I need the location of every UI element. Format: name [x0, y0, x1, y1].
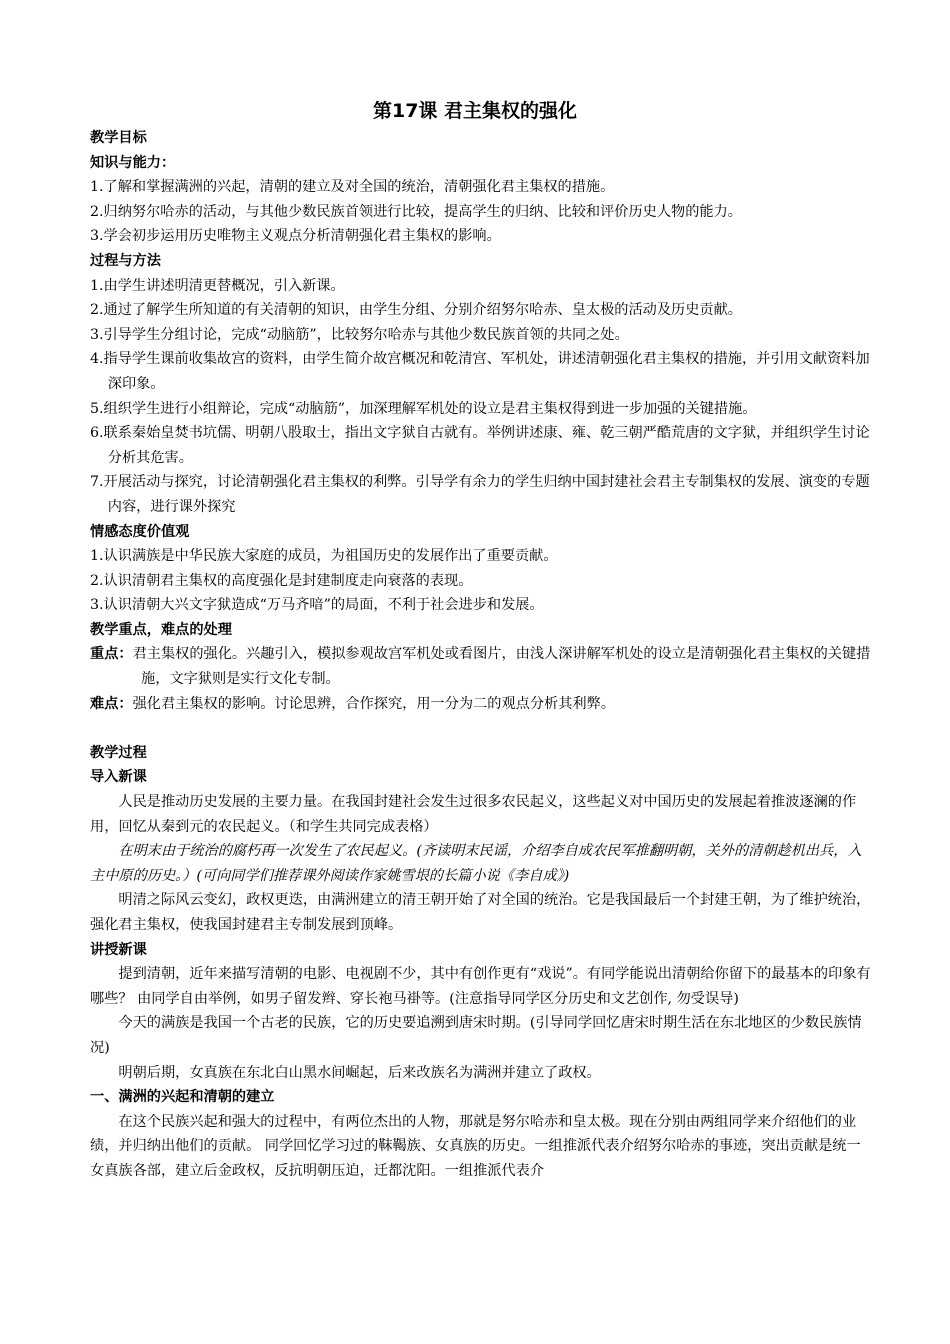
process-item: 2.通过了解学生所知道的有关清朝的知识，由学生分组、分别介绍努尔哈赤、皇太极的活动及历史贡献。	[90, 302, 742, 319]
knowledge-item: 2.归纳努尔哈赤的活动，与其他少数民族首领进行比较，提高学生的归纳、比较和评价历史人物的能力。	[90, 203, 742, 220]
values-item: 1.认识满族是中华民族大家庭的成员，为祖国历史的发展作出了重要贡献。	[90, 548, 558, 565]
focus-label: 重点：	[90, 646, 133, 663]
process-item: 1.由学生讲述明清更替概况，引入新课。	[90, 277, 345, 294]
process-item: 6.联系秦始皇焚书坑儒、明朝八股取士，指出文字狱自古就有。举例讲述康、雍、乾三朝严酷荒唐的文字狱，并组织学生讨论分析其危害。	[90, 425, 870, 466]
spacer	[90, 716, 872, 741]
values-item: 2.认识清朝君主集权的高度强化是封建制度走向衰落的表现。	[90, 572, 473, 589]
intro-paragraph: 明清之际风云变幻，政权更迭，由满洲建立的清王朝开始了对全国的统治。它是我国最后一个封建王朝，为了维护统治，强化君主集权，使我国封建君主专制发展到顶峰。	[90, 892, 871, 933]
lesson-process-heading: 教学过程	[90, 744, 147, 761]
knowledge-item: 3.学会初步运用历史唯物主义观点分析清朝强化君主集权的影响。	[90, 228, 501, 245]
page-title: 第17课 君主集权的强化	[372, 100, 578, 122]
difficulty-paragraph	[90, 692, 872, 717]
intro-paragraph: 人民是推动历史发展的主要力量。在我国封建社会发生过很多农民起义，这些起义对中国历史的发展起着推波逐澜的作用，回忆从秦到元的农民起义。（和学生共同完成表格）	[90, 794, 857, 835]
process-item: 4.指导学生课前收集故宫的资料，由学生简介故宫概况和乾清宫、军机处，讲述清朝强化君主集权的措施，并引用文献资料加深印象。	[90, 351, 870, 392]
document-body	[90, 126, 872, 1184]
difficulty-text: 强化君主集权的影响。讨论思辨，合作探究，用一分为二的观点分析其利弊。	[132, 695, 615, 712]
process-item: 5.组织学生进行小组辩论，完成“动脑筋”，加深理解军机处的设立是君主集权得到进一步加强的关键措施。	[90, 400, 757, 417]
teach-paragraph: 提到清朝，近年来描写清朝的电影、电视剧不少，其中有创作更有“戏说”。有同学能说出清朝给你留下的最基本的印象有哪些？ 由同学自由举例，如男子留发辫、穿长袍马褂等。(注意指导同学区分历史和文艺创作, 勿受误导)	[90, 966, 871, 1007]
key-points-heading: 教学重点，难点的处理	[90, 621, 232, 638]
section1-paragraph: 在这个民族兴起和强大的过程中，有两位杰出的人物，那就是努尔哈赤和皇太极。现在分别由两组同学来介绍他们的业绩，并归纳出他们的贡献。 同学回忆学习过的靺鞨族、女真族的历史。一组推派代表介绍努尔哈赤的事迹，突出贡献是统一女真族各部，建立后金政权，反抗明朝压迫，迁都沈阳。一组推派代表介	[90, 1113, 861, 1179]
knowledge-item: 1.了解和掌握满洲的兴起，清朝的建立及对全国的统治，清朝强化君主集权的措施。	[90, 179, 615, 196]
teach-paragraph: 今天的满族是我国一个古老的民族，它的历史要追溯到唐宋时期。(引导同学回忆唐宋时期生活在东北地区的少数民族情况)	[90, 1015, 862, 1056]
focus-paragraph	[90, 642, 872, 691]
process-item: 3.引导学生分组讨论，完成“动脑筋”，比较努尔哈赤与其他少数民族首领的共同之处。	[90, 326, 629, 343]
values-heading: 情感态度价值观	[90, 523, 190, 540]
knowledge-heading: 知识与能力：	[90, 154, 176, 171]
teach-heading: 讲授新课	[90, 941, 147, 958]
teach-paragraph: 明朝后期，女真族在东北白山黑水间崛起，后来改族名为满洲并建立了政权。	[118, 1064, 601, 1081]
process-item: 7.开展活动与探究，讨论清朝强化君主集权的利弊。引导学有余力的学生归纳中国封建社会君主专制集权的发展、演变的专题内容，进行课外探究	[90, 474, 870, 515]
intro-heading: 导入新课	[90, 769, 147, 786]
focus-text: 君主集权的强化。兴趣引入，模拟参观故宫军机处或看图片，由浅人深讲解军机处的设立是清朝强化君主集权的关键措施，文字狱则是实行文化专制。	[132, 646, 871, 688]
difficulty-label: 难点：	[90, 695, 133, 712]
objectives-heading: 教学目标	[90, 130, 147, 146]
values-item: 3.认识清朝大兴文字狱造成“万马齐喑”的局面，不利于社会进步和发展。	[90, 597, 544, 614]
section1-heading: 一、满洲的兴起和清朝的建立	[90, 1089, 275, 1106]
intro-paragraph: 在明末由于统治的腐朽再一次发生了农民起义。(齐读明末民谣，介绍李自成农民军推翻明朝，关外的清朝趁机出兵，入主中原的历史。）(可向同学们推荐课外阅读作家姚雪垠的长篇小说《李自成》)	[90, 843, 862, 884]
process-heading: 过程与方法	[90, 252, 161, 269]
